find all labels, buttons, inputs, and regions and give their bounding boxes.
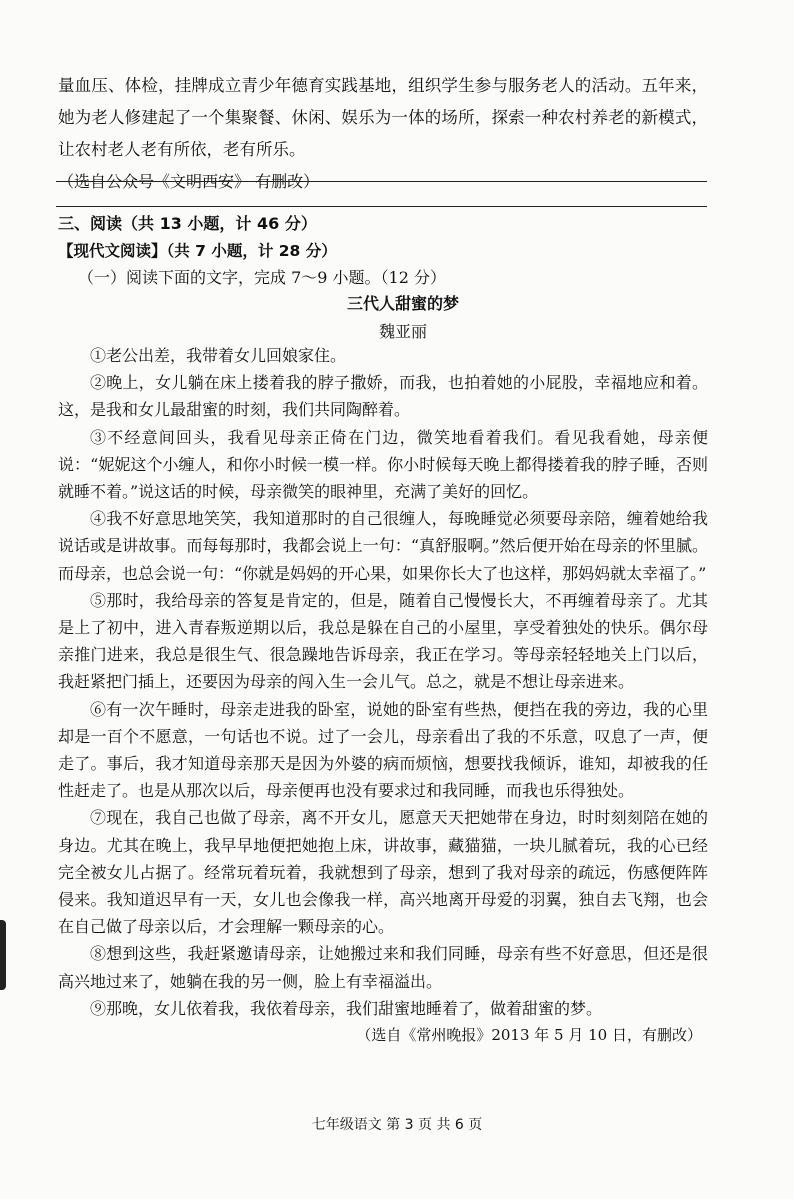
reading-section bbox=[58, 210, 708, 1049]
divider-line-2 bbox=[56, 206, 707, 207]
essay-paragraph-6: ⑥有一次午睡时，母亲走进我的卧室，说她的卧室有些热，便挡在我的旁边，我的心里却是一百个不愿意，一句话也不说。过了一会儿，母亲看出了我的不乐意，叹息了一声，便走了。事后，我才知道母亲那天是因为外婆的病而烦恼，想要找我倾诉，谁知，却被我的任性赶走了。也是从那次以后，母亲便再也没有要求过和我同睡，而我也乐得独处。 bbox=[58, 699, 708, 801]
essay-paragraph-8: ⑧想到这些，我赶紧邀请母亲，让她搬过来和我们同睡，母亲有些不好意思，但还是很高兴地过来了，她躺在我的另一侧，脸上有幸福溢出。 bbox=[58, 944, 708, 991]
essay-paragraph-9: ⑨那晚，女儿依着我，我依着母亲，我们甜蜜地睡着了，做着甜蜜的梦。 bbox=[90, 998, 603, 1018]
previous-passage-text: 量血压、体检，挂牌成立青少年德育实践基地，组织学生参与服务老人的活动。五年来，她为老人修建起了一个集聚餐、休闲、娱乐为一体的场所，探索一种农村养老的新模式，让农村老人老有所依，老有所乐。 bbox=[58, 76, 708, 159]
subsection-title: 【现代文阅读】（共 7 小题，计 28 分） bbox=[58, 242, 337, 260]
essay-paragraph-2: ②晚上，女儿躺在床上搂着我的脖子撒娇，而我，也拍着她的小屁股，幸福地应和着。这，是我和女儿最甜蜜的时刻，我们共同陶醉着。 bbox=[58, 373, 708, 420]
essay-paragraph-3: ③不经意间回头，我看见母亲正倚在门边，微笑地看着我们。看见我看她，母亲便说：“妮妮这个小缠人，和你小时候一模一样。你小时候每天晚上都得搂着我的脖子睡，否则就睡不着。”说这话的时候，母亲微笑的眼神里，充满了美好的回忆。 bbox=[58, 427, 708, 502]
page-footer: 七年级语文 第 3 页 共 6 页 bbox=[311, 1117, 483, 1133]
essay-paragraph-5: ⑤那时，我给母亲的答复是肯定的，但是，随着自己慢慢长大，不再缠着母亲了。尤其是上了初中，进入青春叛逆期以后，我总是躲在自己的小屋里，享受着独处的快乐。偶尔母亲推门进来，我总是很生气、很急躁地告诉母亲，我正在学习。等母亲轻轻地关上门以后，我赶紧把门插上，还要因为母亲的闯入生一会儿气。总之，就是不想让母亲进来。 bbox=[58, 590, 708, 692]
essay-author: 魏亚丽 bbox=[378, 322, 427, 341]
essay-paragraph-7: ⑦现在，我自己也做了母亲，离不开女儿，愿意天天把她带在身边，时时刻刻陪在她的身边。尤其在晚上，我早早地便把她抱上床，讲故事，藏猫猫，一块儿腻着玩，我的心已经完全被女儿占据了。经常玩着玩着，我就想到了母亲，想到了我对母亲的疏远，伤感便阵阵侵来。我知道迟早有一天，女儿也会像我一样，高兴地离开母爱的羽翼，独自去飞翔，也会在自己做了母亲以后，才会理解一颗母亲的心。 bbox=[58, 808, 708, 937]
part-instruction: （一）阅读下面的文字，完成 7～9 小题。（12 分） bbox=[78, 268, 446, 287]
essay-paragraph-4: ④我不好意思地笑笑，我知道那时的自己很缠人，每晚睡觉必须要母亲陪，缠着她给我说话或是讲故事。而每每那时，我都会说上一句：“真舒服啊。”然后便开始在母亲的怀里腻。而母亲，也总会说一句：“你就是妈妈的开心果，如果你长大了也这样，那妈妈就太幸福了。” bbox=[58, 509, 708, 583]
previous-passage-block bbox=[58, 70, 708, 198]
scan-edge-mark bbox=[0, 920, 6, 990]
essay-source: （选自《常州晚报》2013 年 5 月 10 日，有删改） bbox=[356, 1026, 702, 1045]
essay-title: 三代人甜蜜的梦 bbox=[346, 294, 459, 313]
previous-passage-source: （选自公众号《文明西安》 有删改） bbox=[58, 172, 320, 191]
section-title: 三、阅读（共 13 小题，计 46 分） bbox=[58, 214, 317, 233]
divider-line-1 bbox=[56, 181, 707, 182]
essay-paragraph-1: ①老公出差，我带着女儿回娘家住。 bbox=[90, 346, 347, 365]
